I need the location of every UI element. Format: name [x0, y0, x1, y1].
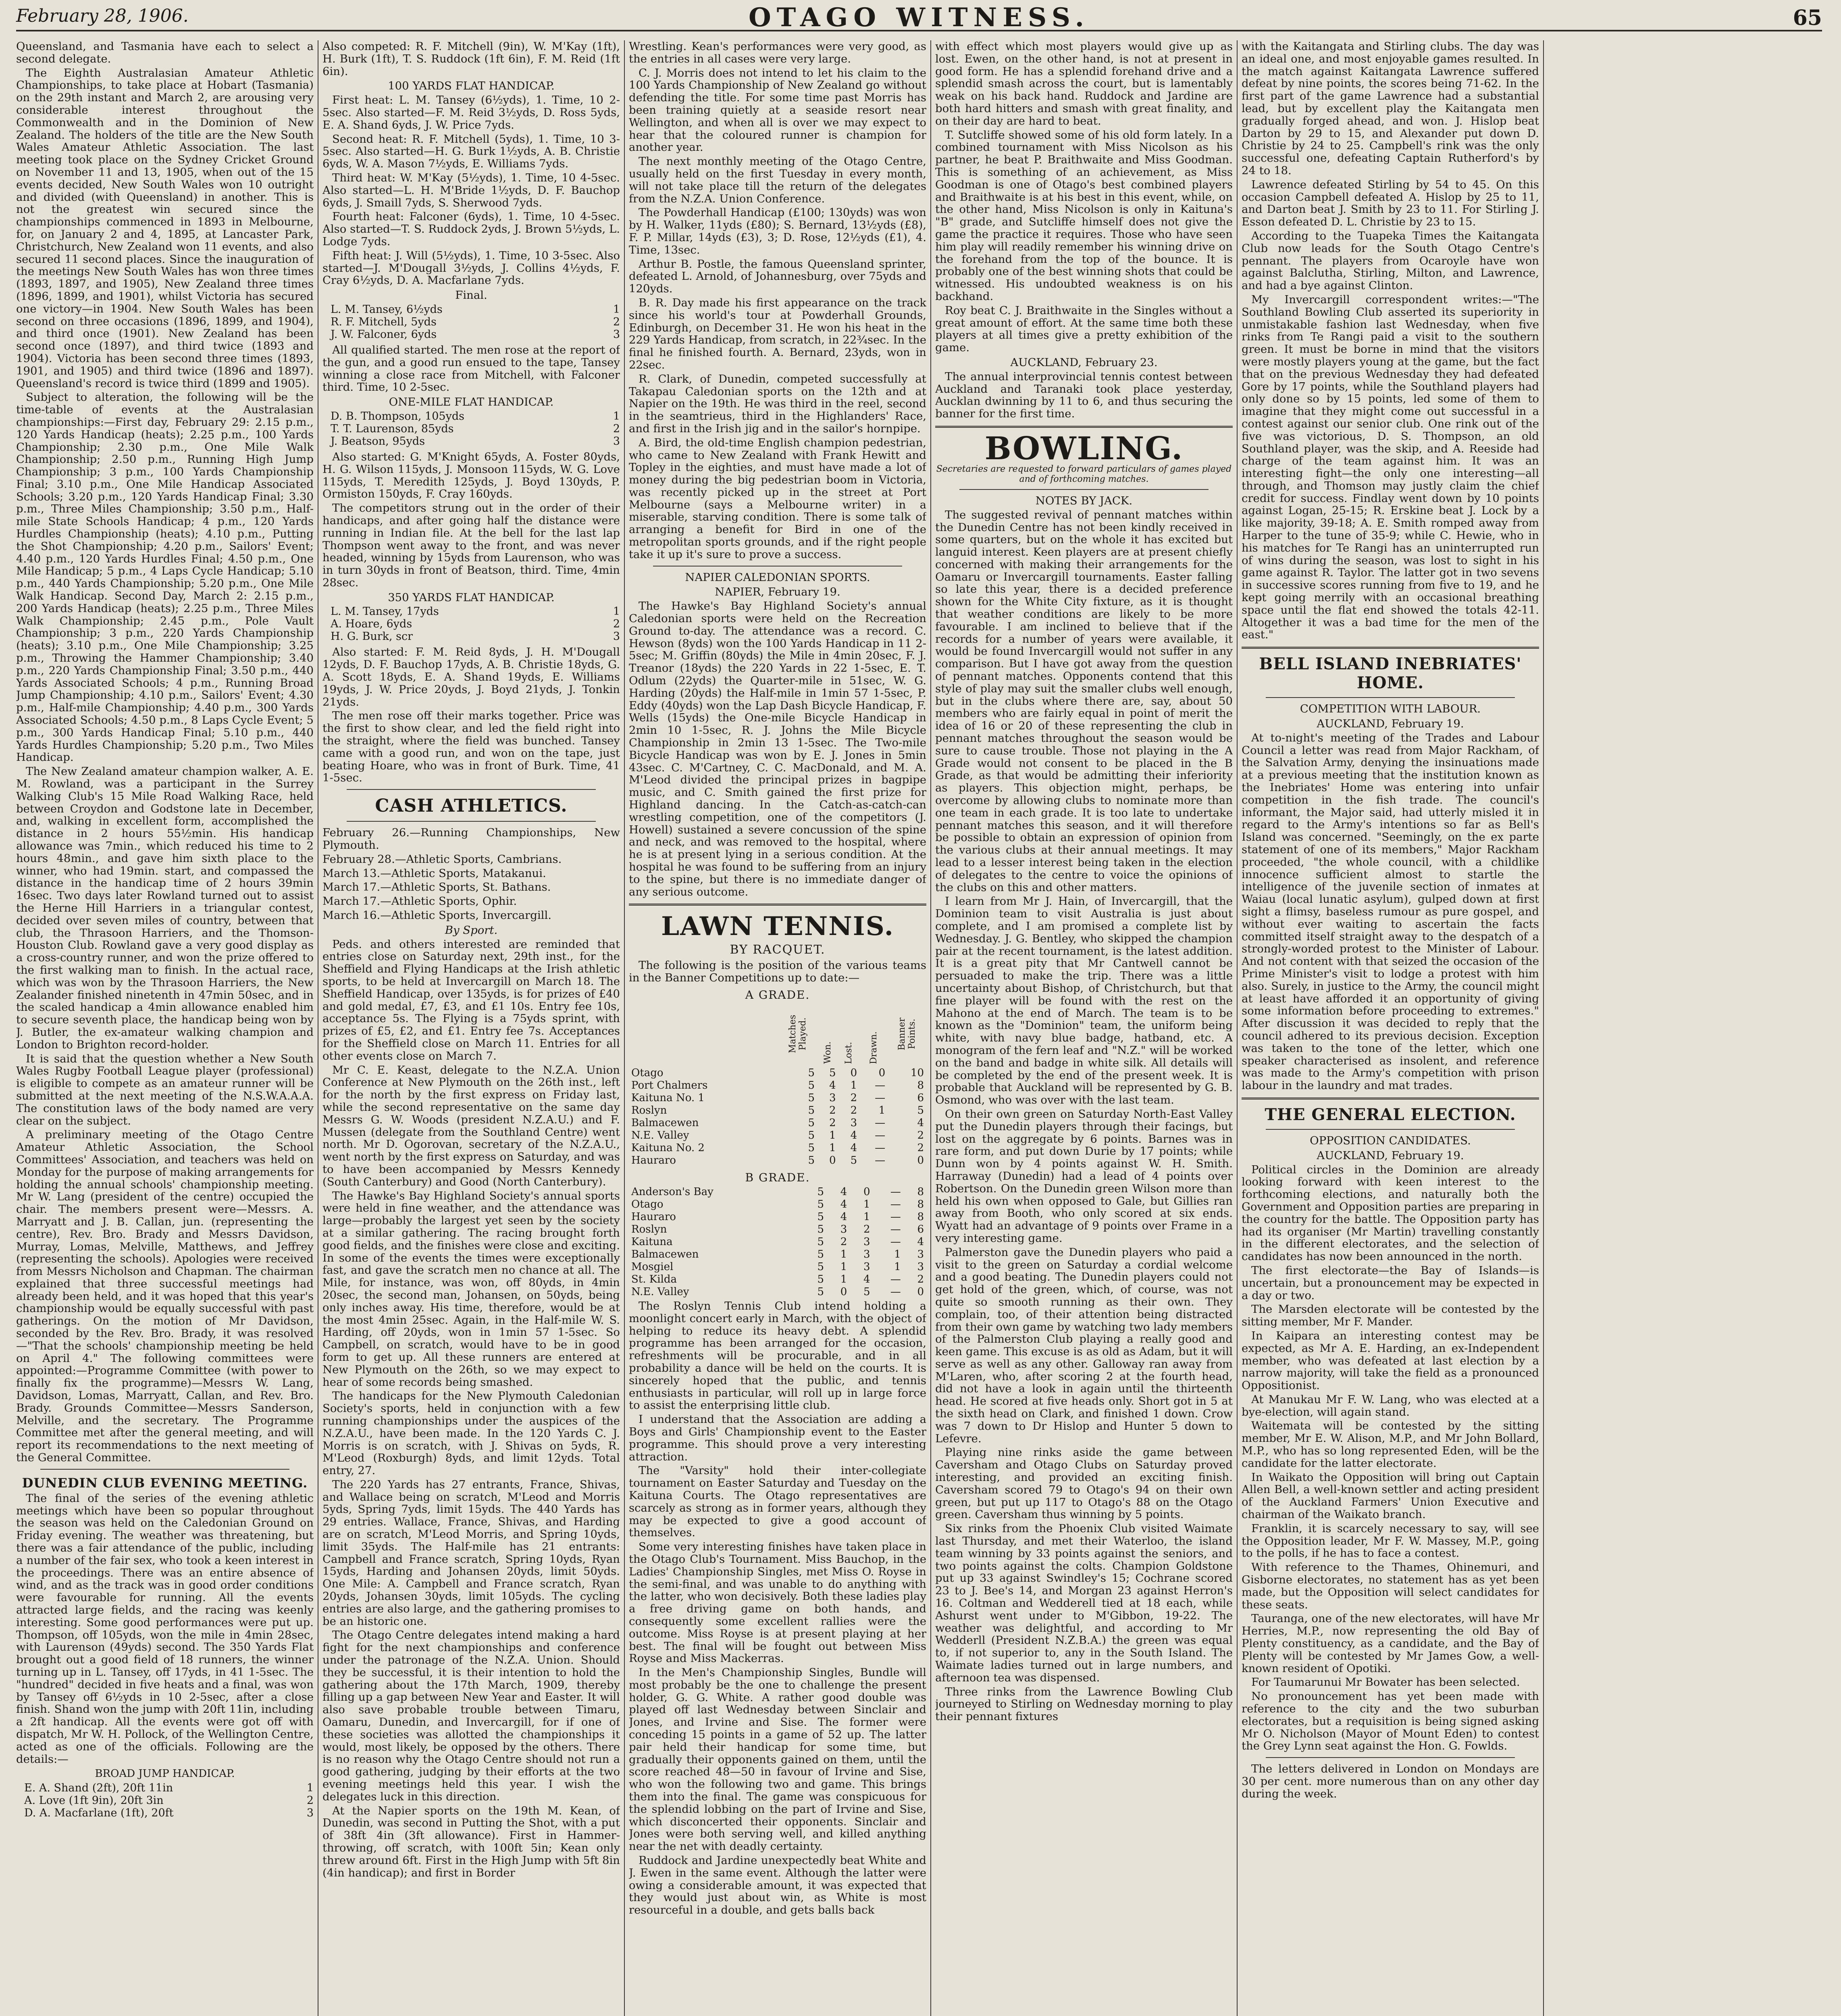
stat-cell: 5: [863, 1285, 870, 1298]
lawn-tennis-heading: LAWN TENNIS.: [661, 911, 894, 942]
section-heading: BELL ISLAND INEBRIATES' HOME.: [1259, 654, 1522, 693]
heat-result: Fifth heat: J. Will (5½yds), 1. Time, 10 3-5sec. Also started—J. M'Dougall 3½yds, J. Collins 4½yds, F. Cray 6½yds, D. A. Macfarlane 7yds.: [322, 249, 620, 287]
event-heading: 100 YARDS FLAT HANDICAP.: [388, 79, 555, 93]
stat-cell: 5: [817, 1235, 824, 1248]
stat-cell: 0: [863, 1185, 870, 1198]
article-paragraph: Three rinks from the Lawrence Bowling Club journeyed to Stirling on Wednesday morning to play their pennant fixtures: [935, 1685, 1233, 1723]
section-divider: [1266, 1757, 1515, 1758]
stat-cell: 1: [829, 1129, 836, 1141]
table-row: [629, 1223, 926, 1236]
stat-cell: 5: [817, 1198, 824, 1210]
filler-paragraph: The letters delivered in London on Mondays are 30 per cent. more numerous than on any other day during the week.: [1242, 1762, 1539, 1800]
results-list: [331, 303, 620, 341]
article-paragraph: C. J. Morris does not intend to let his claim to the 100 Yards Championship of New Zealand go without defending the title. For some time past Morris has been training quietly at a seaside resort near Wellington, and when all is over we may expect to hear that the coloured runner is champion for another year.: [629, 66, 926, 154]
article-paragraph: The Otago Centre delegates intend making a hard fight for the next championships and conference under the patronage of the N.Z.A. Union. Should they be successful, it is their intention to hold the gathering about the 17th March, 1909, thereby filling up a gap between New Year and Easter. It will also save probable trouble between Timaru, Oamaru, Dunedin, and Invercargill, for if one of these societies was allotted the championships it would, most likely, be opposed by the others. There is no reason why the Otago Centre should not run a good gathering, judging by their efforts at the two evening meetings held this year. I wish the delegates luck in this direction.: [322, 1629, 620, 1803]
stat-cell: —: [875, 1129, 886, 1141]
stat-cell: 1: [829, 1141, 836, 1154]
article-paragraph: All qualified started. The men rose at the report of the gun, and a good run ensued to the tape, Tansey winning a close race from Mitchell, with Falconer third. Time, 10 2-5sec.: [322, 343, 620, 394]
result-row: H. G. Burk, scr 3: [331, 630, 620, 643]
article-paragraph: The men rose off their marks together. Price was the first to show clear, and led the field right into the straight, where the field was bunched. Tansey came with a good run, and won on the tape, just beating Hoare, who was in front of Burk. Time, 41 1-5sec.: [322, 709, 620, 785]
article-paragraph: Ruddock and Jardine unexpectedly beat White and J. Ewen in the same event. Although the latter were owing a considerable amount, it was expected that they would just about win, as White is most resourceful in a double, and gets balls back: [629, 1854, 926, 1917]
table-row: [629, 1079, 926, 1092]
stat-cell: 5: [917, 1104, 924, 1116]
stat-cell: 10: [910, 1066, 924, 1079]
column-rule: [930, 40, 931, 2016]
stat-cell: 2: [840, 1235, 847, 1248]
dateline: NAPIER, February 19.: [715, 585, 840, 599]
article-paragraph: The Powderhall Handicap (£100; 130yds) was won by H. Walker, 11yds (£80); S. Bernard, 13½yds (£8), F. P. Millar, 14yds (£3), 3; D. Rose, 12½yds (£1), 4. Time, 13sec.: [629, 206, 926, 256]
result-row: D. B. Thompson, 105yds 1: [331, 410, 620, 423]
team-name: N.E. Valley: [631, 1129, 689, 1141]
article-paragraph: The 220 Yards has 27 entrants, France, Shivas, and Wallace being on scratch, M'Leod and Morris 5yds, Spring 7yds, limit 15yds. The 440 Yards has 29 entries. Wallace, France, Shivas, and Harding are on scratch, M'Leod Morris, and Spring 10yds, limit 35yds. The Half-mile has 21 entrants: Campbell and France scratch, Spring 10yds, Ryan 15yds, Harding and Johansen 20yds, limit 50yds. One Mile: A. Campbell and France scratch, Ryan 20yds, Johansen 30yds, limit 105yds. The cycling entries are also large, and the gathering promises to be an historic one.: [322, 1478, 620, 1628]
stat-cell: 2: [917, 1129, 924, 1141]
stat-cell: 0: [917, 1154, 924, 1166]
column-5: [1242, 40, 1539, 2016]
fixture-item: February 26.—Running Championships, New Plymouth.: [322, 826, 620, 852]
stat-cell: —: [875, 1091, 886, 1104]
stat-cell: 4: [840, 1185, 847, 1198]
article-paragraph: Queensland, and Tasmania have each to select a second delegate.: [16, 40, 314, 65]
final-label: Final.: [455, 289, 487, 302]
table-row: [629, 1286, 926, 1298]
team-name: Mosgiel: [631, 1260, 674, 1273]
section-heading: THE GENERAL ELECTION.: [1265, 1105, 1516, 1124]
table-row: [629, 1248, 926, 1261]
article-paragraph: Palmerston gave the Dunedin players who paid a visit to the green on Saturday a cordial welcome and a good beating. The Dunedin players could not get hold of the green, which, of course, was not quite so smooth running as their own. They complain, too, of their attention being distracted from their own game by watching two lady members of the Palmerston Club playing a really good and keen game. This excuse is as old as Adam, but it will serve as well as any other. Galloway ran away from M'Laren, who, after scoring 2 at the fourth head, did not have a look in again until the thirteenth head. He scored at five heads only. Short got in 5 at the sixth head on Clark, and finished 1 down. Crow was 7 down to Dr Hislop and Hunter 5 down to Lefevre.: [935, 1245, 1233, 1445]
section-divider: [959, 489, 1209, 490]
team-name: Hauraro: [631, 1210, 676, 1223]
standings-table-a: [629, 1003, 926, 1167]
table-row: [629, 1261, 926, 1273]
article-paragraph: Arthur B. Postle, the famous Queensland sprinter, defeated L. Arnold, of Johannesburg, over 75yds and 120yds.: [629, 257, 926, 296]
article-paragraph: The first electorate—the Bay of Islands—is uncertain, but a pronouncement may be expected in a day or two.: [1242, 1264, 1539, 1302]
table-row: [629, 1236, 926, 1248]
result-row: D. A. Macfarlane (1ft), 20ft 3: [24, 1807, 314, 1820]
column-header: Lost.: [844, 1042, 854, 1064]
team-name: Balmacewen: [631, 1116, 699, 1129]
article-paragraph: At the Napier sports on the 19th M. Kean, of Dunedin, was second in Putting the Shot, with a put of 38ft 4in (3ft allowance). First in Hammer-throwing, off scratch, with 100ft 5in; Kean only threw around 6ft. First in the High Jump with 5ft 8in (4in handicap); and first in Border: [322, 1804, 620, 1879]
stat-cell: 0: [850, 1066, 857, 1079]
stat-cell: 2: [863, 1223, 870, 1235]
article-paragraph: A preliminary meeting of the Otago Centre Amateur Athletic Association, the School Committees' Association, and teachers was held on Monday for the purpose of making arrangements for holding the annual schools' championship meeting. Mr W. Lang (president of the centre) occupied the chair. The members present were—Messrs. A. Marryatt and J. B. Callan, jun. (representing the centre), Rev. Bro. Brady and Messrs Davidson, Murray, Lomas, Melville, Matthews, and Jeffrey (representing the schools). Apologies were received from Messrs Nicholson and Chapman. The chairman explained that three successful meetings had already been held, and it was hoped that this year's championship would be equally successful with past gatherings. On the motion of Mr Davidson, seconded by the Rev. Bro. Brady, it was resolved—"That the schools' championship meeting be held on April 4." The following committees were appointed:—Programme Committee (with power to finally fix the programme)—Messrs W. Lang, Davidson, Lomas, Marryatt, Callan, and Rev. Bro. Brady. Grounds Committee—Messrs Sanderson, Melville, and the secretary. The Programme Committee met after the general meeting, and will report its recommendations to the next meeting of the General Committee.: [16, 1128, 314, 1464]
dateline: AUCKLAND, February 23.: [1010, 356, 1158, 369]
column-2: [322, 40, 620, 2016]
article-paragraph: My Invercargill correspondent writes:—"The Southland Bowling Club asserted its superiority in unmistakable fashion last Wednesday, when five rinks from Te Rangi paid a visit to the southern green. It must be borne in mind that the visitors were mostly players young at the game, but the fact that on the previous Wednesday they had defeated Gore by 17 points, while the Southland players had only done so by 15 points, led some of them to imagine that they might come out successful in a contest against our senior club. One rink out of the five was victorious, D. S. Thompson, an old Southland player, was the skip, and A. Reeside had charge of the team against him. It was an interesting fight—the only one interesting—all through, and Thomson may justly claim the chief credit for success. Findlay went down by 10 points against Logan, 25-15; R. Erskine beat J. Lock by a like majority, 39-18; A. E. Smith romped away from Harper to the tune of 35-9; while C. Hewie, who in his matches for Te Rangi has an uninterrupted run of wins during the season, was lost to sight in his game against R. Taylor. The latter got in two sevens in successive scores running from five to 19, and he kept going merrily with an occasional breathing space until the flat end showed the totals 42-11. Altogether it was a bad time for the men of the east.": [1242, 293, 1539, 641]
stat-cell: 5: [808, 1079, 815, 1091]
grade-label: A GRADE.: [745, 988, 810, 1002]
stat-cell: —: [890, 1210, 901, 1223]
section-divider: [1266, 697, 1515, 698]
stat-cell: 1: [840, 1248, 847, 1260]
column-rule: [1237, 40, 1238, 2016]
article-paragraph: At to-night's meeting of the Trades and Labour Council a letter was read from Major Rackham, of the Salvation Army, denying the insinuations made at a previous meeting that the institution known as the Inebriates' Home was entering into unfair competition in the fish trade. The council's informant, the Major said, had utterly misled it in regard to the Army's intentions so far as Bell's Island was concerned. "Seemingly, on the ex parte statement of one of its members," Major Rackham proceeded, "the whole council, with a childlike innocence sufficient almost to startle the intelligence of the juvenile section of inmates at Waiau (local lunatic asylum), gulped down at first sight a flimsy, baseless rumour as pure gospel, and without ever waiting to ascertain the facts committed itself straight away to the despatch of a strongly-worded protest to the Minister of Labour. And not content with that seized the occasion of the Prime Minister's visit to lodge a protest with him also. Surely, in justice to the Army, the council might at least have afforded it an opportunity of giving some information before proceeding to extremes." After discussion it was decided to reply that the council adhered to its previous decision. Exception was taken to the tone of the letter, which one speaker characterised as insolent, and reference was made to the Army's competition with prison labour in the laundry and mat trades.: [1242, 731, 1539, 1092]
stat-cell: 1: [863, 1198, 870, 1210]
subheading: COMPETITION WITH LABOUR.: [1300, 702, 1481, 716]
stat-cell: 5: [829, 1066, 836, 1079]
team-name: St. Kilda: [631, 1273, 677, 1285]
table-row: [629, 1154, 926, 1167]
stat-cell: 4: [850, 1129, 857, 1141]
event-heading: ONE-MILE FLAT HANDICAP.: [389, 396, 554, 409]
fixture-item: March 16.—Athletic Sports, Invercargill.: [322, 909, 551, 922]
article-paragraph: The following is the position of the various teams in the Banner Competitions up to date:—: [629, 959, 926, 985]
issue-date: February 28, 1906.: [16, 6, 189, 26]
table-row: [629, 1273, 926, 1286]
article-paragraph: The Roslyn Tennis Club intend holding a moonlight concert early in March, with the object of helping to reduce its heavy debt. A splendid programme has been arranged for the occasion, refreshments will be procurable, and in all probability a dance will be held on the courts. It is sincerely hoped that the public, and tennis enthusiasts in particular, will roll up in large force to assist the enterprising little club.: [629, 1299, 926, 1412]
team-name: Roslyn: [631, 1104, 667, 1116]
article-paragraph: The final of the series of the evening athletic meetings which have been so popular throughout the season was held on the Caledonian Ground on Friday evening. The weather was threatening, but there was a fair attendance of the public, including a number of the fair sex, who took a keen interest in the proceedings. There was an entire absence of wind, and as the track was in good order conditions were favourable for running. All the events attracted large fields, and the racing was keenly interesting. Some good performances were put up. Thompson, off 105yds, won the mile in 4min 28sec, with Laurenson (49yds) second. The 350 Yards Flat brought out a good field of 18 runners, the winner turning up in L. Tansey, off 17yds, in 41 1-5sec. The "hundred" decided in five heats and a final, was won by Tansey off 6½yds in 10 2-5sec, after a close finish. Shand won the jump with 20ft 11in, including a 2ft handicap. All the events were got off with dispatch, Mr W. H. Pollock, of the Wellington Centre, acted as one of the officials. Following are the details:—: [16, 1491, 314, 1766]
heat-result: First heat: L. M. Tansey (6½yds), 1. Time, 10 2-5sec. Also started—F. M. Reid 3½yds, D. Ross 5yds, E. A. Shand 6yds, J. W. Price 7yds.: [322, 94, 620, 131]
section-divider: [1242, 1098, 1539, 1100]
stat-cell: 5: [808, 1141, 815, 1154]
column-3: [629, 40, 926, 2016]
stat-cell: 1: [878, 1104, 886, 1116]
table-row: [629, 1092, 926, 1104]
heat-result: Second heat: R. F. Mitchell (5yds), 1. Time, 10 3-5sec. Also started—H. G. Burk 1½yds, A. B. Christie 6yds, W. A. Mason 7½yds, E. Williams 7yds.: [322, 132, 620, 171]
stat-cell: 4: [917, 1116, 924, 1129]
article-paragraph: Wrestling. Kean's performances were very good, as the entries in all cases were very large.: [629, 40, 926, 65]
stat-cell: 8: [917, 1198, 924, 1210]
section-divider: [629, 904, 926, 906]
stat-cell: 6: [917, 1223, 924, 1235]
team-name: Balmacewen: [631, 1248, 699, 1260]
article-paragraph: Playing nine rinks aside the game between Caversham and Otago Clubs on Saturday proved interesting, and provided an exciting finish. Caversham scored 79 to Otago's 94 on their own green, but put up 117 to Otago's 88 on the Otago green. Caversham thus winning by 5 points.: [935, 1446, 1233, 1521]
stat-cell: 5: [808, 1129, 815, 1141]
stat-cell: —: [890, 1273, 901, 1285]
table-row: [629, 1211, 926, 1223]
stat-cell: 4: [863, 1273, 870, 1285]
article-paragraph: The next monthly meeting of the Otago Centre, usually held on the first Tuesday in every month, will not take place till the return of the delegates from the N.Z.A. Union Conference.: [629, 155, 926, 205]
article-paragraph: B. R. Day made his first appearance on the track since his world's tour at Powderhall Grounds, Edinburgh, on December 31. He won his heat in the 229 Yards Handicap, from scratch, in 22¾sec. In the final he finished fourth. A. Bernard, 23yds, won in 22sec.: [629, 296, 926, 371]
article-paragraph: The "Varsity" hold their inter-collegiate tournament on Easter Saturday and Tuesday on the Kaituna Courts. The Otago representatives are scarcely as strong as in former years, although they may be expected to give a good account of themselves.: [629, 1464, 926, 1539]
stat-cell: 3: [863, 1260, 870, 1273]
stat-cell: 1: [894, 1248, 901, 1260]
result-row: L. M. Tansey, 6½yds 1: [331, 303, 620, 316]
team-name: Otago: [631, 1198, 664, 1210]
stat-cell: —: [890, 1223, 901, 1235]
stat-cell: 4: [840, 1210, 847, 1223]
stat-cell: 3: [917, 1248, 924, 1260]
column-header: Matches Played.: [788, 1014, 808, 1053]
masthead: [16, 2, 1822, 33]
stat-cell: 3: [850, 1116, 857, 1129]
fixture-item: March 17.—Athletic Sports, Ophir.: [322, 895, 517, 908]
article-paragraph: with effect which most players would give up as lost. Ewen, on the other hand, is not at present in good form. He has a splendid forehand drive and a splendid smash across the court, but is lamentably weak on his back hand. Ruddock and Jardine are both hard hitters and smash with great finality, and on their day are hard to beat.: [935, 40, 1233, 127]
stat-cell: 0: [840, 1285, 847, 1298]
article-paragraph: It is said that the question whether a New South Wales Rugby Football League player (professional) is eligible to compete as an amateur runner will be submitted at the next meeting of the N.S.W.A.A.A. The constitution laws of the body named are very clear on the subject.: [16, 1052, 314, 1127]
article-paragraph: Political circles in the Dominion are already looking forward with keen interest to the forthcoming elections, and naturally both the Government and Opposition parties are preparing in the country for the battle. The Opposition party has had its organiser (Mr Martin) travelling constantly in the different electorates, and the selection of candidates has now been announced in the north.: [1242, 1163, 1539, 1263]
result-row: T. T. Laurenson, 85yds 2: [331, 422, 620, 435]
stat-cell: 6: [917, 1091, 924, 1104]
article-paragraph: The New Zealand amateur champion walker, A. E. M. Rowland, was a participant in the Surrey Walking Club's 15 Mile Road Walking Race, held between Croydon and Godstone late in December, and, walking in excellent form, accomplished the distance in 2 hours 55½min. His handicap allowance was 7min., which reduced his time to 2 hours 48min., and gave him sixth place to the winner, who had 19min. start, and compassed the distance in the handicap time of 2 hours 39min 16sec. Two days later Rowland turned out to assist the Herne Hill Harriers in a triangular contest, decided over seven miles of country, between that club, the Thrasoon Harriers, and the Thomson-Houston Club. Rowland gave a very good display as a cross-country runner, and won the prize offered to the first walking man to finish. In the actual race, which was won by the Thrasoon Harriers, the New Zealander finished ninetenth in 47min 50sec, and in the scaled handicap a 4min allowance enabled him to secure seventh place, the handicap being won by J. Butler, the ex-amateur walking champion and London to Brighton record-holder.: [16, 765, 314, 1051]
stat-cell: —: [890, 1185, 901, 1198]
stat-cell: —: [875, 1154, 886, 1166]
article-paragraph: I understand that the Association are adding a Boys and Girls' Championship event to the Easter programme. This should prove a very interesting attraction.: [629, 1413, 926, 1463]
team-name: Port Chalmers: [631, 1079, 708, 1091]
stat-cell: 3: [840, 1223, 847, 1235]
stat-cell: 2: [829, 1104, 836, 1116]
section-divider: [347, 821, 596, 822]
table-row: [629, 1142, 926, 1154]
column-header: Won.: [822, 1041, 833, 1064]
article-paragraph: Six rinks from the Phoenix Club visited Waimate last Thursday, and met their Waterloo, the island team winning by 33 points against the seniors, and two points against the colts. Champion Goldstone put up 33 against Swindley's 15; Cochrane scored 23 to J. Bee's 14, and Morgan 23 against Herron's 16. Coltman and Wedderell tied at 18 each, while Ashurst went under to M'Gibbon, 19-22. The weather was delightful, and according to Mr Wedderll (President N.Z.B.A.) the green was equal to, if not superior to, any in the South Island. The Waimate ladies turned out in large numbers, and afternoon tea was dispensed.: [935, 1522, 1233, 1684]
table-row: [629, 1129, 926, 1142]
stat-cell: —: [875, 1079, 886, 1091]
article-paragraph: For Taumarunui Mr Bowater has been selected.: [1251, 1676, 1520, 1689]
article-paragraph: A. Bird, the old-time English champion pedestrian, who came to New Zealand with Frank Hewitt and Topley in the eighties, and must have made a lot of money during the big pedestrian boom in Victoria, was recently picked up in the street at Port Melbourne (says a Melbourne writer) in a miserable, starving condition. There is some talk of arranging a benefit for Bird in one of the metropolitan sports grounds, and if the right people take it up it's sure to prove a success.: [629, 436, 926, 561]
team-name: Otago: [631, 1066, 664, 1079]
athletics-notes: [16, 40, 314, 1464]
article-paragraph: Also competed: R. F. Mitchell (9in), W. M'Kay (1ft), H. Burk (1ft), T. S. Ruddock (1ft 6in), F. M. Reid (1ft 6in).: [322, 40, 620, 78]
team-name: Kaituna No. 2: [631, 1141, 705, 1154]
column-heading: NOTES BY JACK.: [1035, 494, 1133, 507]
table-row: [629, 1186, 926, 1198]
stat-cell: 5: [817, 1260, 824, 1273]
fixtures-list: [322, 827, 620, 922]
stat-cell: 5: [808, 1154, 815, 1166]
heat-result: Third heat: W. M'Kay (5½yds), 1. Time, 10 4-5sec. Also started—L. H. M'Bride 1½yds, D. F. Bauchop 6yds, J. Smaill 7yds, S. Sherwood 7yds.: [322, 171, 620, 209]
fixture-item: March 17.—Athletic Sports, St. Bathans.: [322, 881, 551, 894]
stat-cell: —: [890, 1198, 901, 1210]
stat-cell: 1: [894, 1260, 901, 1273]
stat-cell: 2: [850, 1091, 857, 1104]
stat-cell: 4: [917, 1235, 924, 1248]
stat-cell: 1: [840, 1260, 847, 1273]
article-paragraph: Subject to alteration, the following will be the time-table of events at the Australasian championships:—First day, February 29: 2.15 p.m., 120 Yards Handicap (heats); 2.25 p.m., 100 Yards Championship; 2.30 p.m., One Mile Walk Championship; 2.50 p.m., Running High Jump Championship; 3 p.m., 100 Yards Championship Final; 3.10 p.m., One Mile Handicap Associated Schools; 3.20 p.m., 120 Yards Handicap Final; 3.30 p.m., Three Miles Championship; 3.50 p.m., Half-mile State Schools Handicap; 4 p.m., 120 Yards Hurdles Championship (heats); 4.10 p.m., Putting the Shot Championship; 4.20 p.m., Sailors' Event; 4.40 p.m., 120 Yards Hurdles Final; 4.50 p.m., One Mile Handicap; 5 p.m., 4 Laps Cycle Handicap; 5.10 p.m., 440 Yards Championship; 5.20 p.m., One Mile Walk Handicap. Second Day, March 2: 2.15 p.m., 200 Yards Handicap (heats); 2.25 p.m., Three Miles Walk Championship; 2.45 p.m., Pole Vault Championship; 3 p.m., 220 Yards Championship (heats); 3.10 p.m., One Mile Championship; 3.25 p.m., Throwing the Hammer Championship; 3.40 p.m., 220 Yards Championship Final; 3.50 p.m., 440 Yards Associated Schools; 4 p.m., Running Broad Jump Championship; 4.10 p.m., Sailors' Event; 4.30 p.m., Half-mile Championship; 4.40 p.m., 300 Yards Associated Schools; 4.50 p.m., 8 Laps Cycle Event; 5 p.m., 300 Yards Handicap Final; 5.10 p.m., 440 Yards Hurdles Championship; 5.20 p.m., Two Miles Handicap.: [16, 391, 314, 764]
stat-cell: 1: [863, 1210, 870, 1223]
stat-cell: —: [890, 1285, 901, 1298]
stat-cell: 5: [817, 1223, 824, 1235]
grade-label: B GRADE.: [745, 1170, 810, 1184]
stat-cell: 0: [829, 1154, 836, 1166]
stat-cell: 2: [917, 1273, 924, 1285]
column-rule: [1543, 40, 1544, 2016]
table-header: [629, 1003, 926, 1067]
article-paragraph: Waitemata will be contested by the sitting member, Mr E. W. Alison, M.P., and Mr John Bollard, M.P., who has so long represented Eden, will be the candidate for the latter electorate.: [1242, 1419, 1539, 1470]
result-row: J. W. Falconer, 6yds 3: [331, 328, 620, 341]
section-divider: [935, 426, 1233, 428]
team-name: N.E. Valley: [631, 1285, 689, 1298]
stat-cell: 1: [840, 1273, 847, 1285]
standings-table-b: [629, 1186, 926, 1298]
column-rule: [624, 40, 625, 2016]
stat-cell: 5: [808, 1104, 815, 1116]
article-paragraph: On their own green on Saturday North-East Valley put the Dunedin players through their facings, but lost on the aggregate by 6 points. Barnes was in rare form, and put down Durie by 17 points; while Dunn won by 4 points against W. H. Smith. Harraway (Dunedin) had a lead of 4 points over Robertson. On the Dunedin green Wilson more than held his own when opposed to Gale, but Gillies ran away from Booth, who only scored at six ends. Wyatt had an advantage of 9 points over Frame in a very interesting game.: [935, 1107, 1233, 1245]
column-header: Banner Points.: [897, 1017, 917, 1050]
section-divider: [40, 1469, 289, 1470]
stat-cell: 2: [829, 1116, 836, 1129]
stat-cell: 5: [808, 1066, 815, 1079]
subheading: OPPOSITION CANDIDATES.: [1310, 1134, 1471, 1147]
stat-cell: 5: [817, 1285, 824, 1298]
event-heading: BROAD JUMP HANDICAP.: [95, 1768, 235, 1780]
article-paragraph: Some very interesting finishes have taken place in the Otago Club's Tournament. Miss Bauchop, in the Ladies' Championship Singles, met Miss O. Royse in the semi-final, and was unable to do anything with the latter, who won decisively. Both these ladies play a free driving game on both hands, and consequently some excellent rallies were the outcome. Miss Royse is at present playing at her best. The final will be fought out between Miss Royse and Miss Mackerras.: [629, 1540, 926, 1665]
result-row: J. Beatson, 95yds 3: [331, 435, 620, 448]
stat-cell: 3: [863, 1235, 870, 1248]
event-heading: 350 YARDS FLAT HANDICAP.: [388, 591, 555, 604]
article-paragraph: T. Sutcliffe showed some of his old form lately. In a combined tournament with Miss Nicolson as his partner, he beat P. Braithwaite and Miss Goodman. This is something of an achievement, as Miss Goodman is one of Otago's best combined players and Braithwaite is at his best in this event, while, on the other hand, Miss Nicolson is only in Kaituna's "B" grade, and Sutcliffe himself does not give the game the practice it requires. Those who have seen him play will readily remember his winning drive on the forehand from the top of the bounce. It is probably one of the best winning shots that could be witnessed. His undoubted weakness is on his backhand.: [935, 128, 1233, 303]
article-paragraph: At Manukau Mr F. W. Lang, who was elected at a bye-election, will again stand.: [1242, 1393, 1539, 1418]
article-paragraph: Peds. and others interested are reminded that entries close on Saturday next, 29th inst., for the Sheffield and Flying Handicaps at the Irish athletic sports, to be held at Invercargill on March 18. The Sheffield Handicap, over 135yds, is for prizes of £40 and gold medal, £7, £3, and £1 10s. Entry fee 10s, acceptance 5s. The Flying is a 75yds sprint, with prizes of £5, £2, and £1. Entry fee 7s. Acceptances for the Sheffield close on March 11. Entries for all other events close on March 7.: [322, 937, 620, 1062]
team-name: Anderson's Bay: [631, 1185, 714, 1198]
result-row: A. Hoare, 6yds 2: [331, 618, 620, 631]
article-paragraph: Also started: G. M'Knight 65yds, A. Foster 80yds, H. G. Wilson 115yds, J. Monsoon 115yds, W. G. Love 115yds, T. Meredith 125yds, J. Boyd 130yds, P. Ormiston 150yds, F. Cray 160yds.: [322, 450, 620, 501]
article-paragraph: The Hawke's Bay Highland Society's annual Caledonian sports were held on the Recreation Ground to-day. The attendance was a record. C. Hewson (8yds) won the 100 Yards Handicap in 11 2-5sec; M. Griffin (80yds) the Mile in 4min 20sec, F. J. Treanor (18yds) the 220 Yards in 22 1-5sec, E. T. Odlum (22yds) the Quarter-mile in 51sec, W. G. Harding (20yds) the Half-mile in 1min 57 1-5sec, P. Eddy (40yds) won the Lap Dash Bicycle Handicap, F. Wells (15yds) the One-mile Bicycle Handicap in 2min 10 1-5sec, R. J. Johns the Mile Bicycle Championship in 2min 13 1-5sec. The Two-mile Bicycle Handicap was won by E. J. Jones in 5min 43sec. C. M'Cartney, C. C. MacDonald, and M. A. M'Leod divided the principal prizes in bagpipe music, and C. Smith gained the first prize for Highland dancing. In the Catch-as-catch-can wrestling competition, one of the competitors (J. Howell) sustained a severe concussion of the spine and neck, and was removed to the hospital, where he is at present lying in a serious condition. At the hospital he was found to be suffering from an injury to the spine, but there is no immediate danger of any serious outcome.: [629, 600, 926, 898]
stat-cell: 5: [817, 1248, 824, 1260]
stat-cell: 4: [850, 1141, 857, 1154]
article-paragraph: In the Men's Championship Singles, Bundle will most probably be the one to challenge the present holder, G. G. White. A rather good double was played off last Wednesday between Sinclair and Jones, and Irvine and Sise. The former were conceding 15 points in a game of 52 up. The latter pair held their handicap for some time, but gradually their opponents gained on them, until the score reached 48—50 in favour of Irvine and Sise, who won the following two and game. This brings them into the final. The game was conspicuous for the splendid lobbing on the part of Irvine and Sise, which disconcerted their opponents. Sinclair and Jones were both serving well, and killed anything near the net with deadly certainty.: [629, 1666, 926, 1853]
article-paragraph: The Hawke's Bay Highland Society's annual sports were held in fine weather, and the attendance was large—probably the largest yet seen by the society at a similar gathering. The racing brought forth good fields, and the finishes were close and exciting. In some of the events the times were exceptionally fast, and gave the scratch men no chance at all. The Mile, for instance, was won, off 80yds, in 4min 20sec, the second man, Johansen, on 50yds, being only inches away. His time, therefore, would be at the most 4min 25sec. Again, in the Half-mile W. S. Harding, off 20yds, won in 1min 57 1-5sec. So Campbell, on scratch, would have to be in good form to get up. All these runners are entered at New Plymouth on the 26th, so we may expect to hear of some records being smashed.: [322, 1189, 620, 1389]
result-row: E. A. Shand (2ft), 20ft 11in 1: [24, 1782, 314, 1795]
stat-cell: 3: [917, 1260, 924, 1273]
stat-cell: 5: [817, 1210, 824, 1223]
article-paragraph: In Waikato the Opposition will bring out Captain Allen Bell, a well-known settler and acting president of the Auckland Farmers' Union Executive and chairman of the Waikato branch.: [1242, 1470, 1539, 1521]
column-4: [935, 40, 1233, 2016]
stat-cell: 2: [917, 1141, 924, 1154]
byline: By Sport.: [445, 923, 498, 937]
team-name: Kaituna: [631, 1235, 673, 1248]
results-list: [24, 1782, 314, 1819]
article-paragraph: Tauranga, one of the new electorates, will have Mr Herries, M.P., now representing the old Bay of Plenty constituency, as a candidate, and the Bay of Plenty will be contested by Mr James Gow, a well-known resident of Opotiki.: [1242, 1612, 1539, 1675]
section-heading: CASH ATHLETICS.: [375, 796, 568, 816]
stat-cell: 3: [829, 1091, 836, 1104]
article-paragraph: Franklin, it is scarcely necessary to say, will see the Opposition leader, Mr F. W. Massey, M.P., going to the polls, if he has to face a contest.: [1242, 1522, 1539, 1560]
stat-cell: 4: [840, 1198, 847, 1210]
article-paragraph: No pronouncement has yet been made with reference to the city and the two suburban electorates, but a requisition is being signed asking Mr O. Nicholson (Mayor of Mount Eden) to contest the Grey Lynn seat against the Hon. G. Fowlds.: [1242, 1690, 1539, 1753]
team-name: Hauraro: [631, 1154, 676, 1166]
article-paragraph: Lawrence defeated Stirling by 54 to 45. On this occasion Campbell defeated A. Hislop by 25 to 11, and Darton beat J. Smith by 23 to 11. For Stirling J. Esson defeated D. L. Christie by 23 to 15.: [1242, 178, 1539, 229]
article-paragraph: The Marsden electorate will be contested by the sitting member, Mr F. Mander.: [1242, 1303, 1539, 1329]
article-paragraph: The suggested revival of pennant matches within the Dunedin Centre has not been kindly received in some quarters, but on the whole it has excited but languid interest. Keen players are at present chiefly concerned with making their arrangements for the Oamaru or Invercargill tournaments. Easter falling so late this year, there is a decided preference shown for the White City fixture, as it is thought that weather conditions are likely to be more favourable. I am inclined to believe that if the records for a number of years were available, it would be found Invercargill would not suffer in any comparison. But I have got away from the question of pennant matches. Opponents contend that this style of play may suit the smaller clubs well enough, but in the clubs where there are, say, about 50 members who are fairly equal in point of merit the idea of 16 or 20 of these representing the club in pennant matches throughout the season would be sure to cause trouble. Those not playing in the A Grade would not consent to be placed in the B Grade, as that would be admitting their inferiority as players. This objection might, perhaps, be overcome by allowing clubs to nominate more than one team in each grade. It is too late to undertake pennant matches this season, and it will therefore be possible to obtain an expression of opinion from the various clubs at their annual meetings. It may lead to a lesser interest being taken in the election of delegates to the centre to voice the opinions of the clubs on this and other matters.: [935, 508, 1233, 894]
article-paragraph: With reference to the Thames, Ohinemuri, and Gisborne electorates, no statement has as yet been made, but the Opposition will select candidates for these seats.: [1242, 1561, 1539, 1611]
stat-cell: 0: [878, 1066, 886, 1079]
article-paragraph: I learn from Mr J. Hain, of Invercargill, that the Dominion team to visit Australia is just about complete, and I am promised a complete list by Wednesday. J. G. Bentley, who skipped the champion pair at the recent tournament, is the latest addition. It is a great pity that Mr Cantwell cannot be persuaded to make the trip. There was a little uncertainty about Bishop, of Christchurch, but that fine player will be found with the rest on the Mahono at the end of March. The team is to be known as the "Dominion" team, the uniform being white, with navy blue badge, hatband, etc. A monogram of the fern leaf and "N.Z." will be worked on the band and badge in white silk. All details will be completed by the end of the present week. It is probable that Auckland will be represented by G. B. Osmond, who was over with the last team.: [935, 895, 1233, 1107]
article-paragraph: with the Kaitangata and Stirling clubs. The day was an ideal one, and most enjoyable games resulted. In the match against Kaitangata Lawrence suffered defeat by nine points, the scores being 71-62. In the first part of the game Lawrence had a substantial lead, but by excellent play the Kaitangata men gradually forged ahead, and won. J. Hislop beat Darton by 29 to 15, and Alexander put down D. Christie by 24 to 25. Campbell's rink was the only successful one, defeating Captain Rutherford's by 24 to 18.: [1242, 40, 1539, 177]
stat-cell: 8: [917, 1079, 924, 1091]
stat-cell: —: [875, 1116, 886, 1129]
section-divider: [1242, 647, 1539, 649]
article-paragraph: The Eighth Australasian Amateur Athletic Championships, to take place at Hobart (Tasmania) on the 29th instant and March 2, are arousing very considerable interest throughout the Commonwealth and in the Dominion of New Zealand. The holders of the title are the New South Wales Amateur Athletic Association. The last meeting took place on the Sydney Cricket Ground on November 11 and 13, 1905, when out of the 15 events decided, New South Wales won 10 outright and divided (with Queensland) in another. This is not the greatest win secured since the championships commenced in 1893 in Melbourne, for, on January 2 and 4, 1895, at Lancaster Park, Christchurch, New Zealand won 11 events, and also secured 11 second places. Since the inauguration of the meetings New South Wales has won three times (1893, 1897, and 1905), New Zealand three times (1896, 1899, and 1901), whilst Victoria has secured one victory—in 1904. New South Wales has been second on three occasions (1896, 1899, and 1904), and third once (1901). New Zealand has been second once (1897), and third twice (1893 and 1904). Victoria has been second three times (1893, 1901, and 1905) and third twice (1896 and 1897). Queensland's record is twice third (1899 and 1905).: [16, 66, 314, 390]
article-paragraph: Mr C. E. Keast, delegate to the N.Z.A. Union Conference at New Plymouth on the 26th inst., left for the north by the first express on Friday last, while the second representative on the same day Messrs G. W. Woods (president N.Z.A.U.) and F. Mussen (delegate from the Southland Centre) went north. Mr D. Ogorovan, secretary of the N.Z.A.U., went north by the first express on Saturday, and was to have been accompanied by Messrs Kennedy (South Canterbury) and Good (North Canterbury).: [322, 1063, 620, 1188]
column-header: Drawn.: [868, 1031, 879, 1064]
result-row: L. M. Tansey, 17yds 1: [331, 605, 620, 618]
article-paragraph: The handicaps for the New Plymouth Caledonian Society's sports, held in conjunction with a few running championships under the auspices of the N.Z.A.U., have been made. In the 120 Yards C. J. Morris is on scratch, with J. Shivas on 5yds, R. M'Leod (Roxburgh) 8yds, and limit 12yds. Total entry, 27.: [322, 1389, 620, 1477]
team-name: Roslyn: [631, 1223, 667, 1235]
section-divider: [347, 789, 596, 790]
table-row: [629, 1117, 926, 1129]
heat-result: Fourth heat: Falconer (6yds), 1. Time, 10 4-5sec. Also started—T. S. Ruddock 2yds, J. Brown 5½yds, L. Lodge 7yds.: [322, 210, 620, 248]
fixture-item: February 28.—Athletic Sports, Cambrians.: [322, 852, 562, 866]
team-name: Kaituna No. 1: [631, 1091, 705, 1104]
bowling-heading: BOWLING.: [984, 430, 1184, 467]
column-1: [16, 40, 314, 2016]
editor-note: Secretaries are requested to forward particulars of games played and of forthcoming matches.: [936, 464, 1232, 484]
article-paragraph: In Kaipara an interesting contest may be expected, as Mr A. E. Harding, an ex-Independent member, who was defeated at last election by a narrow majority, will take the field as a pronounced Oppositionist.: [1242, 1329, 1539, 1392]
result-row: A. Love (1ft 9in), 20ft 3in 2: [24, 1794, 314, 1807]
dateline: AUCKLAND, February 19.: [1317, 1149, 1464, 1162]
results-list: [331, 410, 620, 448]
stat-cell: 3: [863, 1248, 870, 1260]
article-paragraph: The competitors strung out in the order of their handicaps, and after going half the distance were running in Indian file. At the bell for the last lap Thompson went away to the front, and was never headed, winning by 15yds from Laurenson, who was in turn 30yds in front of Beatson, third. Time, 4min 28sec.: [322, 502, 620, 589]
section-divider: [1266, 1129, 1515, 1130]
fixture-item: March 13.—Athletic Sports, Matakanui.: [322, 866, 546, 880]
stat-cell: 8: [917, 1185, 924, 1198]
stat-cell: —: [875, 1141, 886, 1154]
stat-cell: 5: [817, 1273, 824, 1285]
stat-cell: 2: [850, 1104, 857, 1116]
result-row: R. F. Mitchell, 5yds 2: [331, 315, 620, 328]
table-row: [629, 1104, 926, 1117]
stat-cell: 8: [917, 1210, 924, 1223]
stat-cell: 4: [829, 1079, 836, 1091]
stat-cell: —: [890, 1235, 901, 1248]
article-paragraph: Also started: F. M. Reid 8yds, J. H. M'Dougall 12yds, D. F. Bauchop 17yds, A. B. Christie 18yds, G. A. Scott 18yds, E. A. Shand 19yds, E. Williams 19yds, J. W. Price 20yds, J. Boyd 21yds, J. Tonkin 21yds.: [322, 646, 620, 708]
stat-cell: 5: [808, 1116, 815, 1129]
table-row: [629, 1198, 926, 1211]
article-paragraph: The annual interprovincial tennis contest between Auckland and Taranaki took place yesterday, Aucklan dwinning by 11 to 6, and thus securing the banner for the first time.: [935, 370, 1233, 421]
stat-cell: 5: [808, 1091, 815, 1104]
article-paragraph: Roy beat C. J. Braithwaite in the Singles without a great amount of effort. At the same time both these players at all times give a pretty exhibition of the game.: [935, 304, 1233, 354]
article-paragraph: R. Clark, of Dunedin, competed successfully at Takapau Caledonian sports on the 12th and at Napier on the 19th. He was third in the reel, second in the seamtrieus, third in the Highlanders' Race, and first in the Irish jig and in the sailor's hornpipe.: [629, 372, 926, 435]
stat-cell: 0: [917, 1285, 924, 1298]
results-list: [331, 605, 620, 643]
table-row: [629, 1067, 926, 1079]
article-paragraph: According to the Tuapeka Times the Kaitangata Club now leads for the South Otago Centre's pennant. The players from Ocaroyle have won against Balclutha, Stirling, Milton, and Lawrence, and had a bye against Clinton.: [1242, 229, 1539, 292]
page-number: 65: [1793, 6, 1822, 30]
publication-title: OTAGO WITNESS.: [749, 2, 1090, 33]
stat-cell: 5: [817, 1185, 824, 1198]
dateline: AUCKLAND, February 19.: [1317, 717, 1464, 731]
section-heading: DUNEDIN CLUB EVENING MEETING.: [22, 1475, 308, 1491]
stat-cell: 5: [850, 1154, 857, 1166]
stat-cell: 1: [850, 1079, 857, 1091]
byline: BY RACQUET.: [730, 943, 826, 957]
section-heading: NAPIER CALEDONIAN SPORTS.: [685, 571, 870, 584]
